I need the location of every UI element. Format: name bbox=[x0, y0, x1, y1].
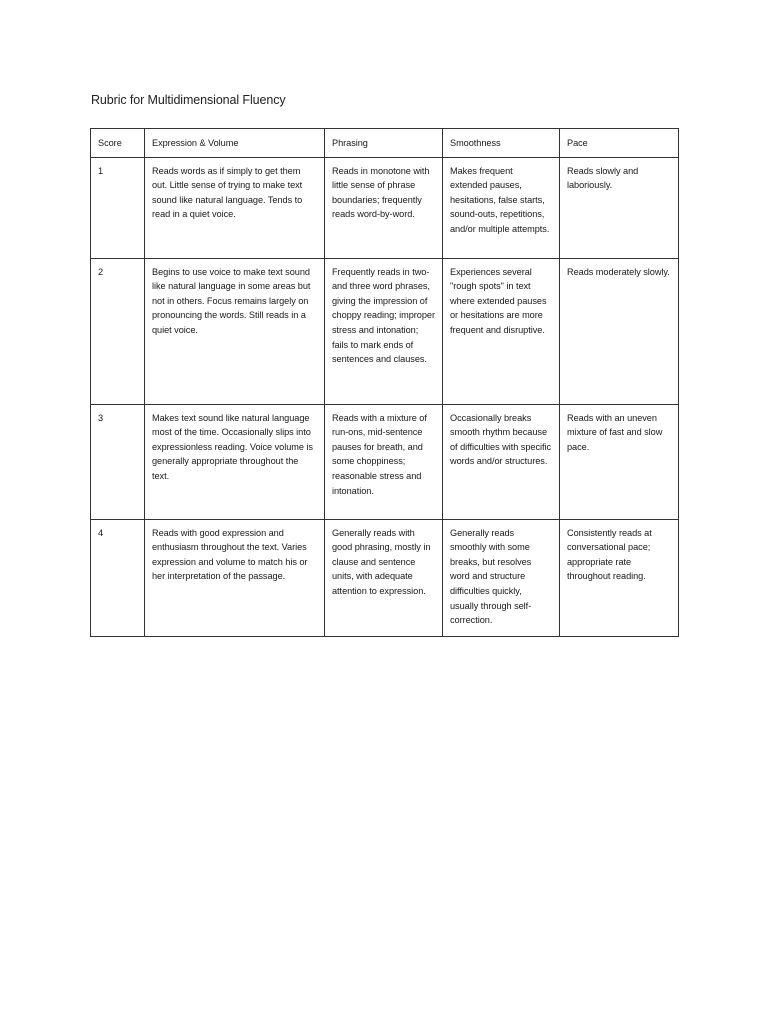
header-smoothness: Smoothness bbox=[443, 129, 560, 158]
page-title: Rubric for Multidimensional Fluency bbox=[91, 93, 286, 107]
smoothness-cell: Makes frequent extended pauses, hesitations, false starts, sound-outs, repetitions, and/or multiple attempts. bbox=[443, 157, 560, 258]
table-row bbox=[91, 258, 679, 404]
table-row bbox=[91, 404, 679, 519]
phrasing-cell: Reads with a mixture of run-ons, mid-sentence pauses for breath, and some choppiness; reasonable stress and intonation. bbox=[325, 404, 443, 519]
smoothness-cell: Occasionally breaks smooth rhythm because of difficulties with specific words and/or structures. bbox=[443, 404, 560, 519]
table-row bbox=[91, 157, 679, 258]
table-row bbox=[91, 519, 679, 636]
expression-cell: Reads words as if simply to get them out. Little sense of trying to make text sound like natural language. Tends to read in a quiet voice. bbox=[145, 157, 325, 258]
smoothness-cell: Experiences several "rough spots" in text where extended pauses or hesitations are more frequent and disruptive. bbox=[443, 258, 560, 404]
header-expression-volume: Expression & Volume bbox=[145, 129, 325, 158]
header-row bbox=[91, 129, 679, 158]
score-cell: 1 bbox=[91, 157, 145, 258]
pace-cell: Reads slowly and laboriously. bbox=[560, 157, 679, 258]
table-body bbox=[91, 157, 679, 636]
expression-cell: Reads with good expression and enthusiasm throughout the text. Varies expression and volume to match his or her interpretation of the passage. bbox=[145, 519, 325, 636]
score-cell: 4 bbox=[91, 519, 145, 636]
table-header bbox=[91, 129, 679, 158]
pace-cell: Reads moderately slowly. bbox=[560, 258, 679, 404]
expression-cell: Begins to use voice to make text sound like natural language in some areas but not in others. Focus remains largely on pronouncing the words. Still reads in a quiet voice. bbox=[145, 258, 325, 404]
expression-cell: Makes text sound like natural language most of the time. Occasionally slips into expressionless reading. Voice volume is generally appropriate throughout the text. bbox=[145, 404, 325, 519]
header-pace: Pace bbox=[560, 129, 679, 158]
phrasing-cell: Frequently reads in two- and three word phrases, giving the impression of choppy reading; improper stress and intonation; fails to mark ends of sentences and clauses. bbox=[325, 258, 443, 404]
score-cell: 3 bbox=[91, 404, 145, 519]
rubric-table bbox=[90, 128, 679, 637]
header-phrasing: Phrasing bbox=[325, 129, 443, 158]
score-cell: 2 bbox=[91, 258, 145, 404]
phrasing-cell: Reads in monotone with little sense of phrase boundaries; frequently reads word-by-word. bbox=[325, 157, 443, 258]
smoothness-cell: Generally reads smoothly with some breaks, but resolves word and structure difficulties quickly, usually through self-correction. bbox=[443, 519, 560, 636]
header-score: Score bbox=[91, 129, 145, 158]
phrasing-cell: Generally reads with good phrasing, mostly in clause and sentence units, with adequate attention to expression. bbox=[325, 519, 443, 636]
pace-cell: Consistently reads at conversational pace; appropriate rate throughout reading. bbox=[560, 519, 679, 636]
pace-cell: Reads with an uneven mixture of fast and slow pace. bbox=[560, 404, 679, 519]
